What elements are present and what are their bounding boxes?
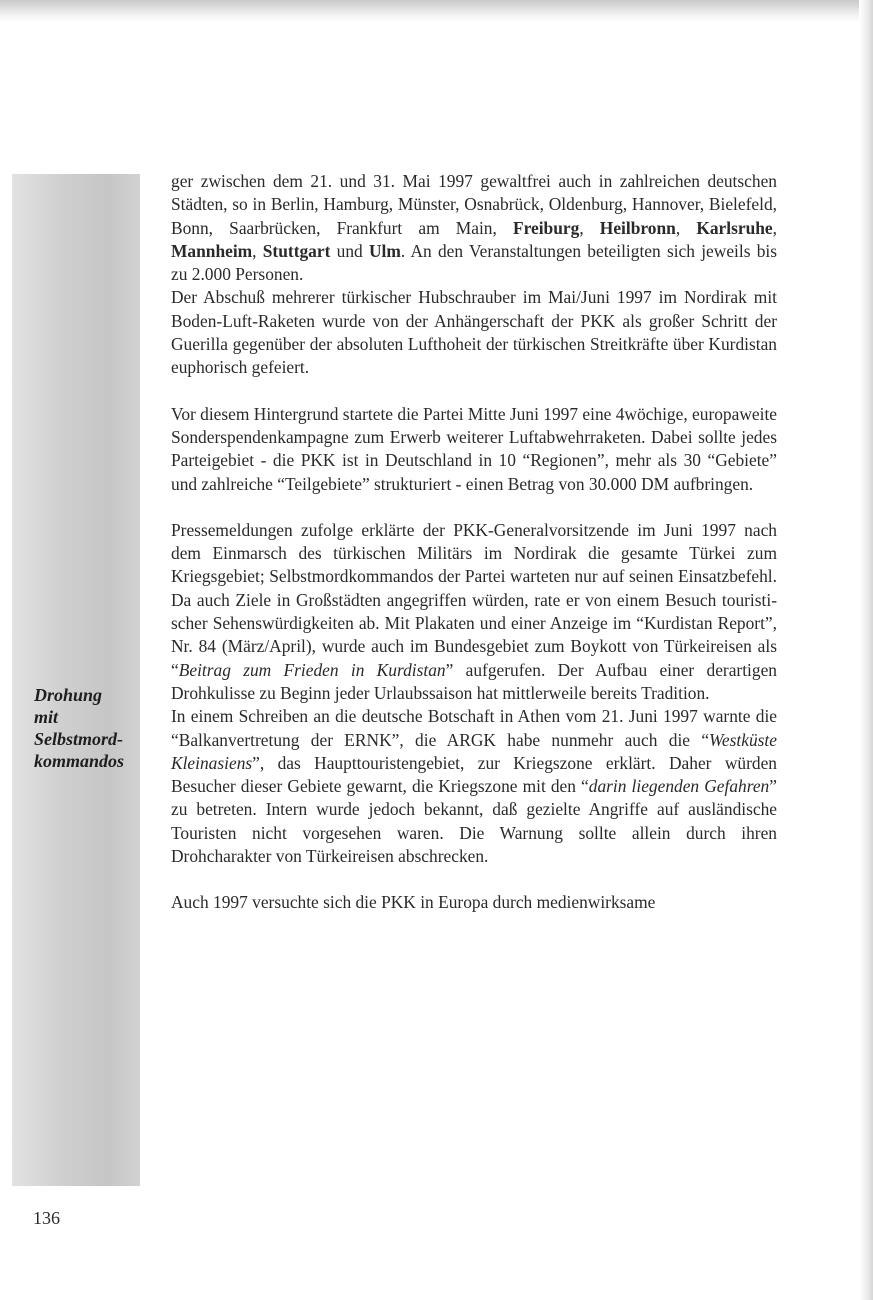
bold-text: Mannheim <box>171 240 253 261</box>
text-run: ger zwischen dem 21. und 31. Mai 1997 gewaltfrei auch in zahlreichen deutschen Städten, so in Berlin, Hamburg, Münster, Osnabrück, Oldenburg, Hannover, Bielefeld, Bonn, Saarbrücken, Frankfurt am Main, <box>171 171 777 238</box>
margin-note-line: Drohung <box>34 685 103 705</box>
text-run: Der Abschuß mehrerer türkischer Hubschrauber im Mai/Juni 1997 im Nordirak mit Boden-Luft-Raketen wurde von der Anhängerschaft der PKK als großer Schritt der Guerilla gegenüber der absoluten Lufthoheit der türkischen Streitkräfte über Kurdistan euphorisch gefeiert. <box>171 287 777 378</box>
paragraph <box>171 403 777 496</box>
bold-text: Heilbronn <box>599 217 676 238</box>
bold-text: Ulm <box>368 240 401 261</box>
paragraph <box>171 286 777 379</box>
margin-note-line: kommandos <box>34 751 125 771</box>
bold-text: Freiburg <box>512 217 580 238</box>
text-run: , <box>772 217 777 238</box>
text-run: und <box>330 240 369 261</box>
text-run: ”, das Haupttouristengebiet, zur Kriegszone erklärt. Daher würden Besucher dieser Gebiete gewarnt, die Kriegszone mit den “ <box>171 752 777 797</box>
text-run: , <box>579 217 600 238</box>
page-number: 136 <box>33 1208 60 1228</box>
text-run: , <box>252 240 263 261</box>
margin-note-line: Selbstmord- <box>34 729 124 749</box>
page-top-shadow <box>0 0 873 22</box>
paragraph <box>171 170 777 286</box>
paragraph <box>171 891 777 914</box>
italic-text: darin liegenden Gefahren <box>588 776 770 797</box>
text-run: ” aufgerufen. Der Aufbau einer derartigen Drohkulisse zu Beginn jeder Urlaubssaison hat mittlerweile bereits Tradition. <box>171 659 777 703</box>
italic-text: Beitrag zum Frieden in Kurdistan <box>178 659 446 680</box>
paragraph <box>171 705 777 868</box>
page-right-edge <box>859 0 873 1300</box>
bold-text: Karlsruhe <box>696 217 773 238</box>
text-run: In einem Schreiben an die deutsche Botschaft in Athen vom 21. Juni 1997 warnte die “Balkanvertretung der ERNK”, die ARGK habe nunmehr auch die “ <box>171 706 777 750</box>
body-text <box>171 170 777 915</box>
paragraph <box>171 519 777 705</box>
text-run: , <box>675 217 697 238</box>
margin-bar <box>12 174 140 1186</box>
text-run: ” zu betreten. Intern wurde jedoch bekannt, daß gezielte Angriffe auf ausländische Touristen nicht vorgesehen waren. Die Warnung sollte allein durch ihren Drohcharakter von Türkeireisen abschrecken. <box>171 776 777 867</box>
text-run: Auch 1997 versuchte sich die PKK in Europa durch medienwirksame <box>171 892 656 913</box>
text-run: . An den Veranstaltungen beteiligten sich jeweils bis zu 2.000 Personen. <box>171 240 778 285</box>
text-run: Pressemeldungen zufolge erklärte der PKK-Generalvorsitzende im Juni 1997 nach dem Einmarsch des türkischen Militärs im Nordirak die gesamte Türkei zum Kriegsgebiet; Selbstmordkommandos der Partei warteten nur auf seinen Einsatzbefehl. Da auch Ziele in Großstädten angegriffen würden, rate er von einem Besuch touristischer Sehenswürdigkeiten ab. Mit Plakaten und einer Anzeige im “Kurdistan Report”, Nr. 84 (März/April), wurde auch im Bundesgebiet zum Boykott von Türkeireisen als “ <box>171 519 777 680</box>
margin-note-line: mit <box>34 707 59 727</box>
bold-text: Stuttgart <box>262 240 331 261</box>
margin-note <box>34 684 144 772</box>
italic-text: Westküste Kleinasiens <box>171 729 777 773</box>
text-run: Vor diesem Hintergrund startete die Partei Mitte Juni 1997 eine 4wöchige, europaweite Sonderspendenkampagne zum Erwerb weiterer Luftabwehrraketen. Dabei sollte jedes Parteigebiet - die PKK ist in Deutschland in 10 “Regionen”, mehr als 30 “Gebiete” und zahlreiche “Teilgebiete” strukturiert - einen Betrag von 30.000 DM aufbringen. <box>171 403 777 494</box>
